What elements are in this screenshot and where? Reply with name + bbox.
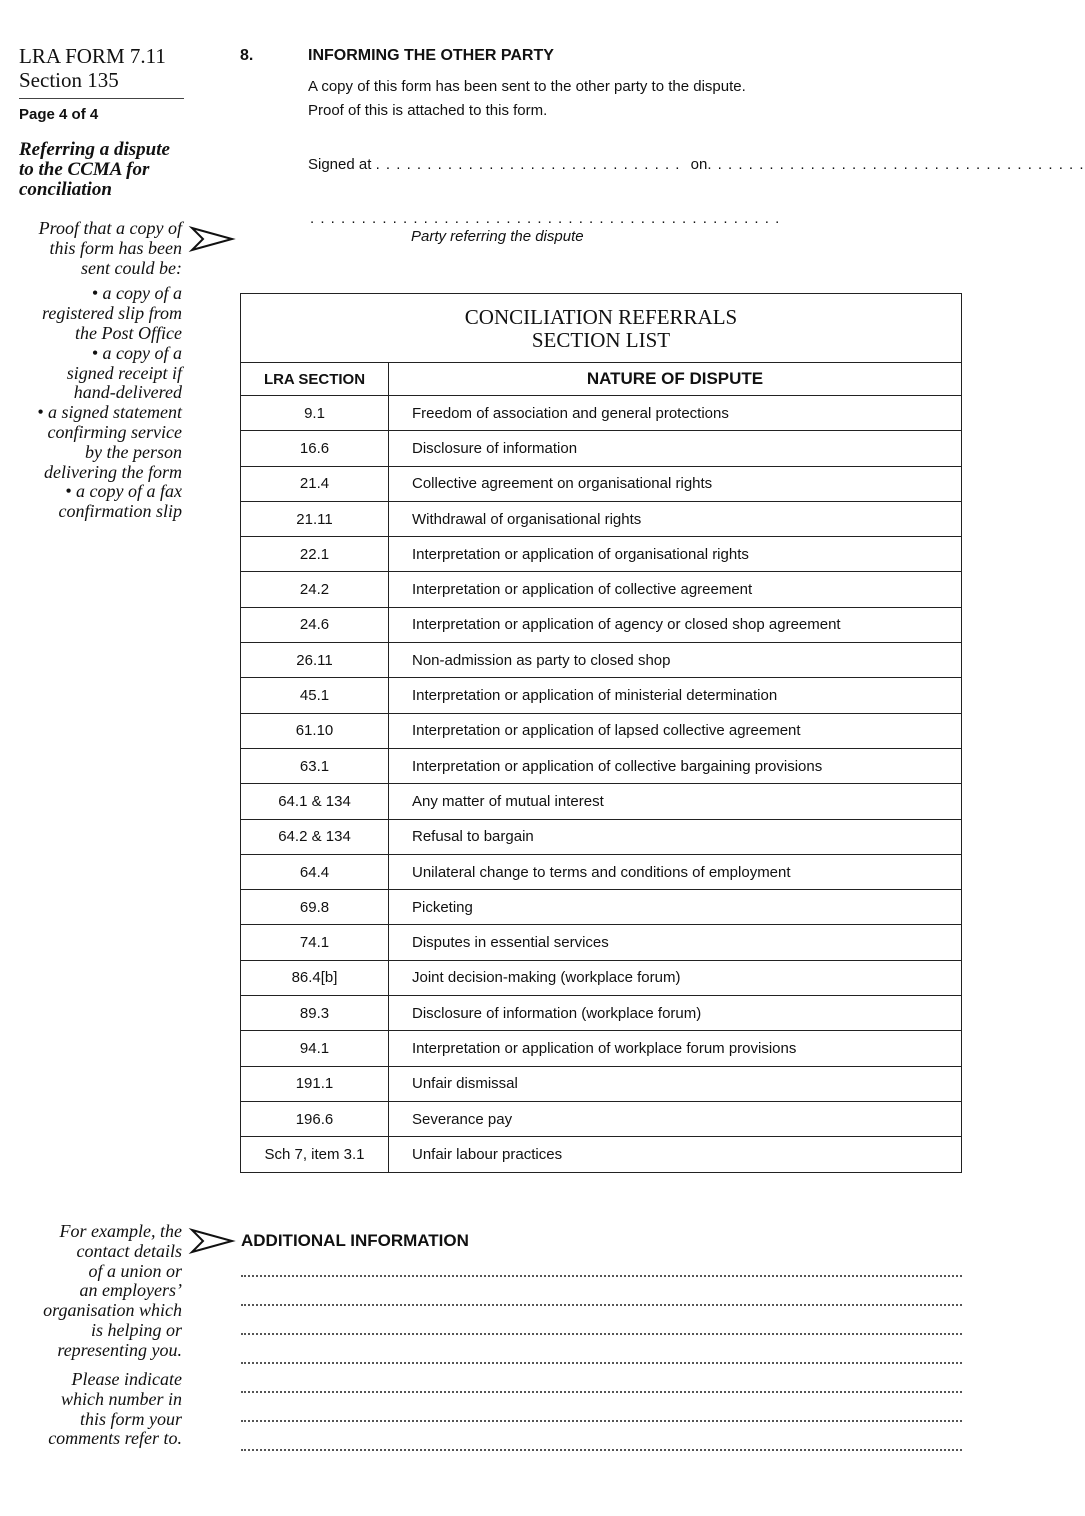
table-row <box>241 537 962 572</box>
signature-field[interactable]: . . . . . . . . . . . . . . . . . . . . . . . . . . . . . . . . . . . . . . . . . . . . . . <box>310 210 781 227</box>
lra-section-cell: 86.4[b] <box>241 960 389 995</box>
table-row <box>241 466 962 501</box>
nature-of-dispute-cell: Interpretation or application of workplace forum provisions <box>389 1031 962 1066</box>
lra-section-cell: 64.1 & 134 <box>241 784 389 819</box>
nature-of-dispute-cell: Disputes in essential services <box>389 925 962 960</box>
note-line: organisation which <box>43 1300 182 1321</box>
nature-of-dispute-cell: Refusal to bargain <box>389 819 962 854</box>
note-bullet: • a copy of a <box>91 342 182 363</box>
table-row <box>241 607 962 642</box>
nature-of-dispute-cell: Unfair labour practices <box>389 1137 962 1172</box>
lra-section-cell: Sch 7, item 3.1 <box>241 1137 389 1172</box>
nature-of-dispute-cell: Joint decision-making (workplace forum) <box>389 960 962 995</box>
additional-info-line[interactable] <box>241 1449 962 1451</box>
column-header-nature: NATURE OF DISPUTE <box>389 363 962 396</box>
nature-of-dispute-cell: Interpretation or application of organisational rights <box>389 537 962 572</box>
table-row <box>241 431 962 466</box>
signed-at-row <box>308 156 1085 173</box>
date-field[interactable]: . . . . . . . . . . . . . . . . . . . . . . . . . . . . . . . . . . . . . <box>707 156 1085 173</box>
nature-of-dispute-cell: Any matter of mutual interest <box>389 784 962 819</box>
table-row <box>241 643 962 678</box>
nature-of-dispute-cell: Collective agreement on organisational rights <box>389 466 962 501</box>
nature-of-dispute-cell: Picketing <box>389 890 962 925</box>
section-text: Proof of this is attached to this form. <box>308 102 548 119</box>
table-row <box>241 925 962 960</box>
note-line: comments refer to. <box>48 1428 182 1449</box>
lra-section-cell: 94.1 <box>241 1031 389 1066</box>
form-title <box>19 44 184 92</box>
table-row <box>241 501 962 536</box>
nature-of-dispute-cell: Unilateral change to terms and conditions of employment <box>389 854 962 889</box>
note-line: signed receipt if <box>66 362 182 383</box>
note-line: hand-delivered <box>73 382 182 403</box>
indicate-note <box>7 1370 182 1449</box>
note-line: sent could be: <box>81 257 182 278</box>
note-line: this form your <box>79 1408 182 1429</box>
lra-section-cell: 26.11 <box>241 643 389 678</box>
lra-section-cell: 64.2 & 134 <box>241 819 389 854</box>
nature-of-dispute-cell: Freedom of association and general protections <box>389 396 962 431</box>
note-line: confirming service <box>47 421 182 442</box>
form-subtitle <box>19 140 189 200</box>
lra-section-cell: 63.1 <box>241 748 389 783</box>
lra-section-cell: 191.1 <box>241 1066 389 1101</box>
lra-section-cell: 89.3 <box>241 996 389 1031</box>
additional-info-title: ADDITIONAL INFORMATION <box>241 1231 469 1250</box>
table-row <box>241 854 962 889</box>
nature-of-dispute-cell: Disclosure of information <box>389 431 962 466</box>
table-row <box>241 996 962 1031</box>
lra-section-cell: 196.6 <box>241 1101 389 1136</box>
table-row <box>241 713 962 748</box>
table-row <box>241 1031 962 1066</box>
note-bullet: • a signed statement <box>37 402 182 423</box>
form-header <box>19 44 184 92</box>
nature-of-dispute-cell: Withdrawal of organisational rights <box>389 501 962 536</box>
arrow-pointer-icon <box>191 1228 233 1254</box>
signature-caption: Party referring the dispute <box>411 228 584 245</box>
nature-of-dispute-cell: Interpretation or application of ministerial determination <box>389 678 962 713</box>
proof-note <box>7 219 182 522</box>
table-row <box>241 1066 962 1101</box>
note-line: Proof that a copy of <box>38 218 182 238</box>
note-line: the Post Office <box>75 322 182 343</box>
lra-section-cell: 9.1 <box>241 396 389 431</box>
table-row <box>241 784 962 819</box>
note-line: an employers’ <box>79 1280 182 1301</box>
table-title-line: CONCILIATION REFERRALS <box>464 304 738 329</box>
lra-section-cell: 21.4 <box>241 466 389 501</box>
page-number: Page 4 of 4 <box>19 106 99 123</box>
table-row <box>241 572 962 607</box>
additional-info-line[interactable] <box>241 1391 962 1393</box>
subtitle-line: conciliation <box>19 179 112 200</box>
lra-section-cell: 16.6 <box>241 431 389 466</box>
note-line: For example, the <box>59 1221 182 1241</box>
nature-of-dispute-cell: Non-admission as party to closed shop <box>389 643 962 678</box>
table-row <box>241 819 962 854</box>
lra-section-cell: 21.11 <box>241 501 389 536</box>
nature-of-dispute-cell: Interpretation or application of agency or closed shop agreement <box>389 607 962 642</box>
note-bullet: • a copy of a <box>91 283 182 304</box>
note-line: this form has been <box>49 237 182 258</box>
note-line: contact details <box>76 1240 182 1261</box>
nature-of-dispute-cell: Interpretation or application of collective agreement <box>389 572 962 607</box>
header-divider <box>19 98 184 99</box>
section-number: 8. <box>240 47 254 64</box>
section-text: A copy of this form has been sent to the other party to the dispute. <box>308 78 746 95</box>
lra-section-cell: 64.4 <box>241 854 389 889</box>
note-line: confirmation slip <box>58 501 182 522</box>
lra-section-cell: 22.1 <box>241 537 389 572</box>
additional-info-line[interactable] <box>241 1420 962 1422</box>
lra-section-cell: 24.6 <box>241 607 389 642</box>
table-row <box>241 960 962 995</box>
note-line: is helping or <box>90 1319 182 1340</box>
note-line: Please indicate <box>71 1369 182 1389</box>
lra-section-cell: 69.8 <box>241 890 389 925</box>
table-title <box>241 294 962 363</box>
table-row <box>241 396 962 431</box>
subtitle-line: Referring a dispute <box>19 139 170 160</box>
section-title: INFORMING THE OTHER PARTY <box>308 47 554 64</box>
conciliation-referrals-table <box>240 293 962 1173</box>
nature-of-dispute-cell: Severance pay <box>389 1101 962 1136</box>
subtitle-line: to the CCMA for <box>19 159 150 180</box>
additional-info-line[interactable] <box>241 1304 962 1306</box>
note-bullet: • a copy of a fax <box>65 481 182 502</box>
lra-section-cell: 61.10 <box>241 713 389 748</box>
form-number: LRA FORM 7.11 <box>19 44 166 68</box>
note-line: delivering the form <box>44 461 182 482</box>
table-title-line: SECTION LIST <box>531 327 671 352</box>
signed-at-field[interactable]: . . . . . . . . . . . . . . . . . . . . . . . . . . . . . . <box>375 156 681 173</box>
table-row <box>241 678 962 713</box>
lra-section-cell: 24.2 <box>241 572 389 607</box>
arrow-pointer-icon <box>191 226 233 252</box>
note-line: registered slip from <box>42 303 182 324</box>
nature-of-dispute-cell: Unfair dismissal <box>389 1066 962 1101</box>
table-row <box>241 748 962 783</box>
note-line: which number in <box>61 1388 182 1409</box>
nature-of-dispute-cell: Interpretation or application of lapsed collective agreement <box>389 713 962 748</box>
table-row <box>241 890 962 925</box>
additional-info-line[interactable] <box>241 1362 962 1364</box>
table-body <box>241 396 962 1173</box>
nature-of-dispute-cell: Disclosure of information (workplace forum) <box>389 996 962 1031</box>
additional-info-line[interactable] <box>241 1333 962 1335</box>
note-line: of a union or <box>88 1260 182 1281</box>
table-row <box>241 1137 962 1172</box>
table-row <box>241 1101 962 1136</box>
note-line: representing you. <box>57 1339 182 1360</box>
note-line: by the person <box>85 441 182 462</box>
additional-info-line[interactable] <box>241 1275 962 1277</box>
signed-at-label: Signed at <box>308 156 372 173</box>
example-note <box>7 1222 182 1361</box>
nature-of-dispute-cell: Interpretation or application of collective bargaining provisions <box>389 748 962 783</box>
date-label: on <box>690 156 708 173</box>
column-header-section: LRA SECTION <box>241 363 389 396</box>
lra-section-cell: 74.1 <box>241 925 389 960</box>
form-section: Section 135 <box>19 68 119 92</box>
lra-section-cell: 45.1 <box>241 678 389 713</box>
